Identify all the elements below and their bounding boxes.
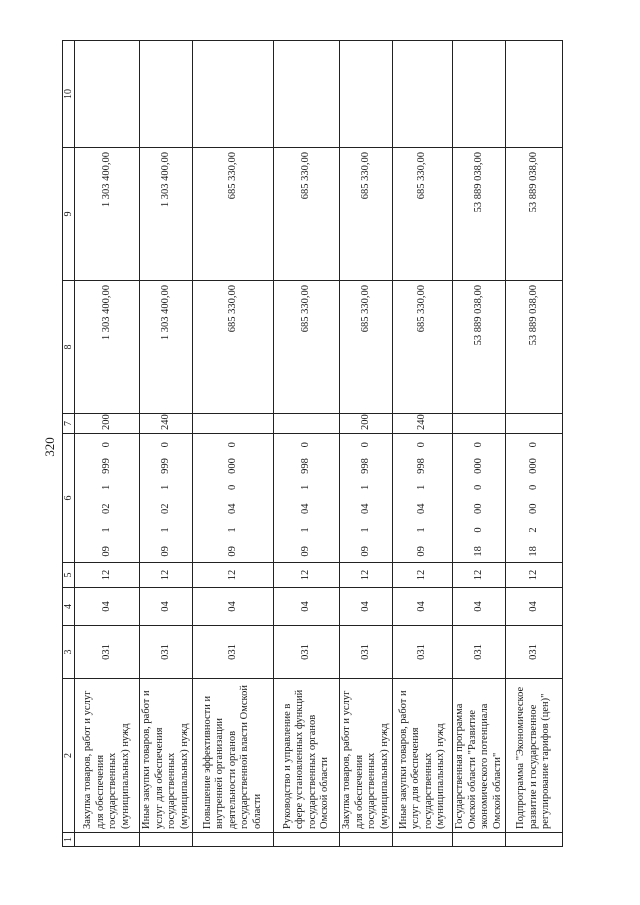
code-part: 1 xyxy=(416,484,428,490)
section-cell: 04 xyxy=(340,588,393,626)
table-row xyxy=(274,41,340,847)
amount-col9-cell: 685 330,00 xyxy=(393,148,453,281)
column-header-6: 6 xyxy=(63,434,75,563)
amount-col9-cell: 1 303 400,00 xyxy=(140,148,193,281)
code-part: 04 xyxy=(300,503,312,514)
col1-cell xyxy=(340,833,393,847)
ministry-code-cell: 031 xyxy=(274,626,340,679)
code-part: 09 xyxy=(416,546,428,557)
target-article-code-cell xyxy=(75,434,140,563)
code-part: 000 xyxy=(472,458,484,474)
column-header-10: 10 xyxy=(63,41,75,148)
amount-col8-cell: 53 889 038,00 xyxy=(506,281,563,414)
amount-col9-cell: 685 330,00 xyxy=(193,148,274,281)
column-header-1: 1 xyxy=(63,833,75,847)
col1-cell xyxy=(140,833,193,847)
subsection-cell: 12 xyxy=(140,563,193,588)
amount-col10-cell xyxy=(75,41,140,148)
code-part: 18 xyxy=(527,546,539,557)
code-part: 0 xyxy=(472,484,484,490)
code-part: 1 xyxy=(159,484,171,490)
page-number: 320 xyxy=(41,437,57,457)
budget-table-rotated xyxy=(62,41,617,847)
code-part: 0 xyxy=(527,442,539,448)
col1-cell xyxy=(506,833,563,847)
amount-col8-cell: 1 303 400,00 xyxy=(140,281,193,414)
section-cell: 04 xyxy=(274,588,340,626)
table-row xyxy=(453,41,506,847)
code-part: 09 xyxy=(300,546,312,557)
amount-col9-cell: 53 889 038,00 xyxy=(453,148,506,281)
item-name-cell: Иные закупки товаров, работ и услуг для обеспечения государственных (муниципальных) нужд xyxy=(393,679,453,833)
code-part: 999 xyxy=(100,458,112,474)
table-row xyxy=(393,41,453,847)
item-name-cell: Повышение эффективности и внутренней организации деятельности органов государственной власти Омской области xyxy=(193,679,274,833)
expense-type-cell xyxy=(193,414,274,434)
code-part: 0 xyxy=(159,442,171,448)
code-part: 1 xyxy=(359,527,371,533)
code-part: 998 xyxy=(359,458,371,474)
code-part: 1 xyxy=(416,527,428,533)
target-article-code-cell xyxy=(393,434,453,563)
table-row xyxy=(75,41,140,847)
code-part: 0 xyxy=(300,442,312,448)
subsection-cell: 12 xyxy=(340,563,393,588)
section-cell: 04 xyxy=(140,588,193,626)
section-cell: 04 xyxy=(75,588,140,626)
code-part: 1 xyxy=(100,527,112,533)
column-header-8: 8 xyxy=(63,281,75,414)
target-article-code-cell xyxy=(193,434,274,563)
expense-type-cell: 200 xyxy=(340,414,393,434)
subsection-cell: 12 xyxy=(506,563,563,588)
amount-col10-cell xyxy=(340,41,393,148)
target-article-code-cell xyxy=(453,434,506,563)
code-part: 000 xyxy=(527,458,539,474)
code-part: 000 xyxy=(226,458,238,474)
item-name-cell: Закупка товаров, работ и услуг для обеспечения государственных (муниципальных) нужд xyxy=(75,679,140,833)
column-header-3: 3 xyxy=(63,626,75,679)
target-article-code-cell xyxy=(274,434,340,563)
code-part: 2 xyxy=(527,527,539,533)
table-row xyxy=(193,41,274,847)
amount-col8-cell: 685 330,00 xyxy=(193,281,274,414)
target-article-code-cell xyxy=(506,434,563,563)
section-cell: 04 xyxy=(453,588,506,626)
section-cell: 04 xyxy=(506,588,563,626)
amount-col9-cell: 1 303 400,00 xyxy=(75,148,140,281)
col1-cell xyxy=(193,833,274,847)
code-part: 0 xyxy=(527,484,539,490)
amount-col9-cell: 685 330,00 xyxy=(340,148,393,281)
code-part: 1 xyxy=(100,484,112,490)
section-cell: 04 xyxy=(193,588,274,626)
expense-type-cell xyxy=(453,414,506,434)
target-article-code-cell xyxy=(340,434,393,563)
expense-type-cell: 240 xyxy=(140,414,193,434)
code-part: 02 xyxy=(100,503,112,514)
code-part: 0 xyxy=(359,442,371,448)
code-part: 999 xyxy=(159,458,171,474)
table-body xyxy=(63,41,563,847)
expense-type-cell xyxy=(274,414,340,434)
code-part: 00 xyxy=(472,503,484,514)
subsection-cell: 12 xyxy=(75,563,140,588)
item-name-cell: Подпрограмма "Экономическое развитие и государственное регулирование тарифов (цен)" xyxy=(506,679,563,833)
code-part: 0 xyxy=(472,442,484,448)
ministry-code-cell: 031 xyxy=(75,626,140,679)
ministry-code-cell: 031 xyxy=(193,626,274,679)
code-part: 1 xyxy=(300,484,312,490)
column-header-4: 4 xyxy=(63,588,75,626)
code-part: 998 xyxy=(300,458,312,474)
amount-col8-cell: 685 330,00 xyxy=(393,281,453,414)
col1-cell xyxy=(393,833,453,847)
ministry-code-cell: 031 xyxy=(140,626,193,679)
table-row xyxy=(340,41,393,847)
code-part: 1 xyxy=(159,527,171,533)
header-row xyxy=(63,41,75,847)
code-part: 04 xyxy=(359,503,371,514)
code-part: 04 xyxy=(416,503,428,514)
expense-type-cell xyxy=(506,414,563,434)
code-part: 0 xyxy=(226,442,238,448)
amount-col8-cell: 53 889 038,00 xyxy=(453,281,506,414)
code-part: 00 xyxy=(527,503,539,514)
col1-cell xyxy=(274,833,340,847)
budget-table xyxy=(62,40,563,847)
code-part: 09 xyxy=(226,546,238,557)
subsection-cell: 12 xyxy=(193,563,274,588)
code-part: 09 xyxy=(359,546,371,557)
column-header-5: 5 xyxy=(63,563,75,588)
column-header-2: 2 xyxy=(63,679,75,833)
code-part: 0 xyxy=(472,527,484,533)
amount-col10-cell xyxy=(393,41,453,148)
amount-col10-cell xyxy=(193,41,274,148)
column-header-7: 7 xyxy=(63,414,75,434)
subsection-cell: 12 xyxy=(274,563,340,588)
section-cell: 04 xyxy=(393,588,453,626)
amount-col9-cell: 685 330,00 xyxy=(274,148,340,281)
code-part: 1 xyxy=(300,527,312,533)
code-part: 998 xyxy=(416,458,428,474)
code-part: 09 xyxy=(159,546,171,557)
amount-col8-cell: 685 330,00 xyxy=(274,281,340,414)
code-part: 18 xyxy=(472,546,484,557)
subsection-cell: 12 xyxy=(393,563,453,588)
amount-col8-cell: 1 303 400,00 xyxy=(75,281,140,414)
amount-col10-cell xyxy=(506,41,563,148)
code-part: 1 xyxy=(226,527,238,533)
ministry-code-cell: 031 xyxy=(506,626,563,679)
col1-cell xyxy=(453,833,506,847)
code-part: 04 xyxy=(226,503,238,514)
item-name-cell: Иные закупки товаров, работ и услуг для обеспечения государственных (муниципальных) нужд xyxy=(140,679,193,833)
amount-col9-cell: 53 889 038,00 xyxy=(506,148,563,281)
code-part: 09 xyxy=(100,546,112,557)
table-row xyxy=(140,41,193,847)
column-header-9: 9 xyxy=(63,148,75,281)
expense-type-cell: 200 xyxy=(75,414,140,434)
ministry-code-cell: 031 xyxy=(340,626,393,679)
amount-col10-cell xyxy=(453,41,506,148)
ministry-code-cell: 031 xyxy=(393,626,453,679)
code-part: 0 xyxy=(226,484,238,490)
ministry-code-cell: 031 xyxy=(453,626,506,679)
subsection-cell: 12 xyxy=(453,563,506,588)
target-article-code-cell xyxy=(140,434,193,563)
amount-col10-cell xyxy=(274,41,340,148)
code-part: 02 xyxy=(159,503,171,514)
item-name-cell: Закупка товаров, работ и услуг для обеспечения государственных (муниципальных) нужд xyxy=(340,679,393,833)
code-part: 0 xyxy=(416,442,428,448)
amount-col8-cell: 685 330,00 xyxy=(340,281,393,414)
table-row xyxy=(506,41,563,847)
amount-col10-cell xyxy=(140,41,193,148)
code-part: 1 xyxy=(359,484,371,490)
col1-cell xyxy=(75,833,140,847)
item-name-cell: Руководство и управление в сфере установленных функций государственных органов Омской области xyxy=(274,679,340,833)
code-part: 0 xyxy=(100,442,112,448)
expense-type-cell: 240 xyxy=(393,414,453,434)
item-name-cell: Государственная программа Омской области "Развитие экономического потенциала Омской области" xyxy=(453,679,506,833)
